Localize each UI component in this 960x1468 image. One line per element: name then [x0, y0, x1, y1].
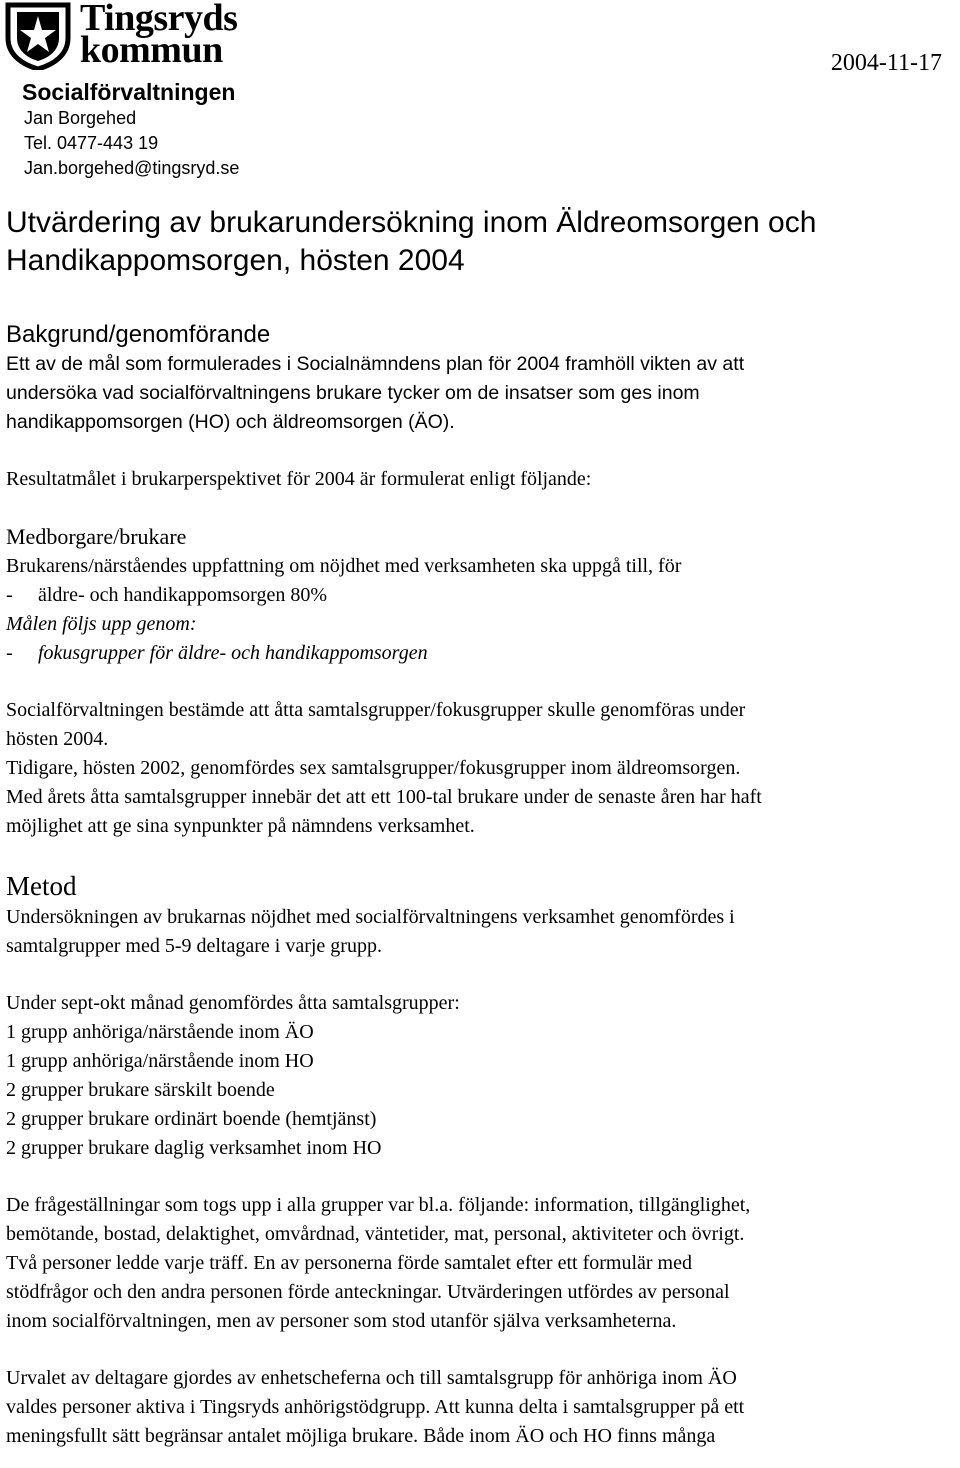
list-item: 2 grupper brukare särskilt boende: [6, 1079, 275, 1101]
groups-intro: Under sept-okt månad genomfördes åtta samtalsgrupper:: [6, 992, 460, 1014]
document-title: [6, 204, 956, 280]
paragraph-line: möjlighet att ge sina synpunkter på nämndens verksamhet.: [6, 815, 475, 837]
paragraph-line: bemötande, bostad, delaktighet, omvårdnad, väntetider, mat, personal, aktiviteter och övrigt.: [6, 1223, 745, 1245]
sender-block: [22, 78, 239, 181]
selection-paragraph: [6, 1364, 956, 1451]
follow-up-label: Målen följs upp genom:: [6, 613, 197, 635]
paragraph-line: De frågeställningar som togs upp i alla grupper var bl.a. följande: information, tillgänglighet,: [6, 1194, 751, 1216]
logo-word-kommun: kommun: [80, 29, 223, 71]
sender-organisation: Socialförvaltningen: [22, 79, 236, 105]
sender-email[interactable]: Jan.borgehed@tingsryd.se: [24, 158, 240, 178]
title-line: Handikappomsorgen, hösten 2004: [6, 244, 465, 277]
paragraph-line: handikappomsorgen (HO) och äldreomsorgen (ÄO).: [6, 411, 455, 433]
list-item: 2 grupper brukare ordinärt boende (hemtjänst): [6, 1108, 377, 1130]
document-body: [6, 204, 956, 1451]
paragraph-line: Undersökningen av brukarnas nöjdhet med socialförvaltningens verksamhet genomfördes i: [6, 906, 735, 928]
list-item: 1 grupp anhöriga/närstående inom ÄO: [6, 1021, 314, 1043]
municipality-logo: [4, 0, 238, 72]
section-heading-metod: Metod: [6, 871, 77, 901]
paragraph-line: stödfrågor och den andra personen förde anteckningar. Utvärderingen utfördes av personal: [6, 1281, 730, 1303]
paragraph-line: valdes personer aktiva i Tingsryds anhörigstödgrupp. Att kunna delta i samtalsgrupper på ett: [6, 1396, 745, 1418]
paragraph-line: Med årets åtta samtalsgrupper innebär det att ett 100-tal brukare under de senaste åren har haft: [6, 786, 762, 808]
questions-paragraph: [6, 1191, 956, 1336]
paragraph-line: hösten 2004.: [6, 728, 109, 750]
follow-up-list-item: - fokusgrupper för äldre- och handikappomsorgen: [6, 642, 428, 664]
sender-name: Jan Borgehed: [24, 108, 137, 128]
medborgare-text: Brukarens/närståendes uppfattning om nöjdhet med verksamheten ska uppgå till, för: [6, 555, 682, 577]
list-item: 1 grupp anhöriga/närstående inom HO: [6, 1050, 314, 1072]
background-paragraph: [6, 350, 956, 437]
logo-word-tingsryds: Tingsryds: [80, 0, 238, 39]
goal-list-item: - äldre- och handikappomsorgen 80%: [6, 584, 327, 606]
paragraph-line: Tidigare, hösten 2002, genomfördes sex samtalsgrupper/fokusgrupper inom äldreomsorgen.: [6, 757, 741, 779]
paragraph-line: Urvalet av deltagare gjordes av enhetscheferna och till samtalsgrupp för anhöriga inom ÄO: [6, 1367, 737, 1389]
groups-list: [6, 1018, 956, 1163]
paragraph-line: samtalgrupper med 5-9 deltagare i varje grupp.: [6, 935, 382, 957]
sender-phone: Tel. 0477-443 19: [24, 133, 159, 153]
subheading-medborgare: Medborgare/brukare: [6, 524, 187, 549]
paragraph-line: Socialförvaltningen bestämde att åtta samtalsgrupper/fokusgrupper skulle genomföras under: [6, 699, 746, 721]
coat-of-arms-icon: [4, 2, 74, 70]
result-intro: Resultatmålet i brukarperspektivet för 2004 är formulerat enligt följande:: [6, 468, 592, 490]
paragraph-line: meningsfullt sätt begränsar antalet möjliga brukare. Både inom ÄO och HO finns många: [6, 1425, 716, 1447]
paragraph-line: Ett av de mål som formulerades i Socialnämndens plan för 2004 framhöll vikten av att: [6, 353, 745, 375]
document-date: 2004-11-17: [830, 50, 942, 76]
paragraph-line: Två personer ledde varje träff. En av personerna förde samtalet efter ett formulär med: [6, 1252, 692, 1274]
paragraph-line: inom socialförvaltningen, men av personer som stod utanför själva verksamheterna.: [6, 1310, 677, 1332]
decision-paragraph: [6, 696, 956, 841]
list-item: 2 grupper brukare daglig verksamhet inom HO: [6, 1137, 382, 1159]
paragraph-line: undersöka vad socialförvaltningens brukare tycker om de insatser som ges inom: [6, 382, 700, 404]
section-heading-background: Bakgrund/genomförande: [6, 321, 271, 348]
title-line: Utvärdering av brukarundersökning inom Äldreomsorgen och: [6, 206, 817, 239]
metod-paragraph: [6, 903, 956, 961]
